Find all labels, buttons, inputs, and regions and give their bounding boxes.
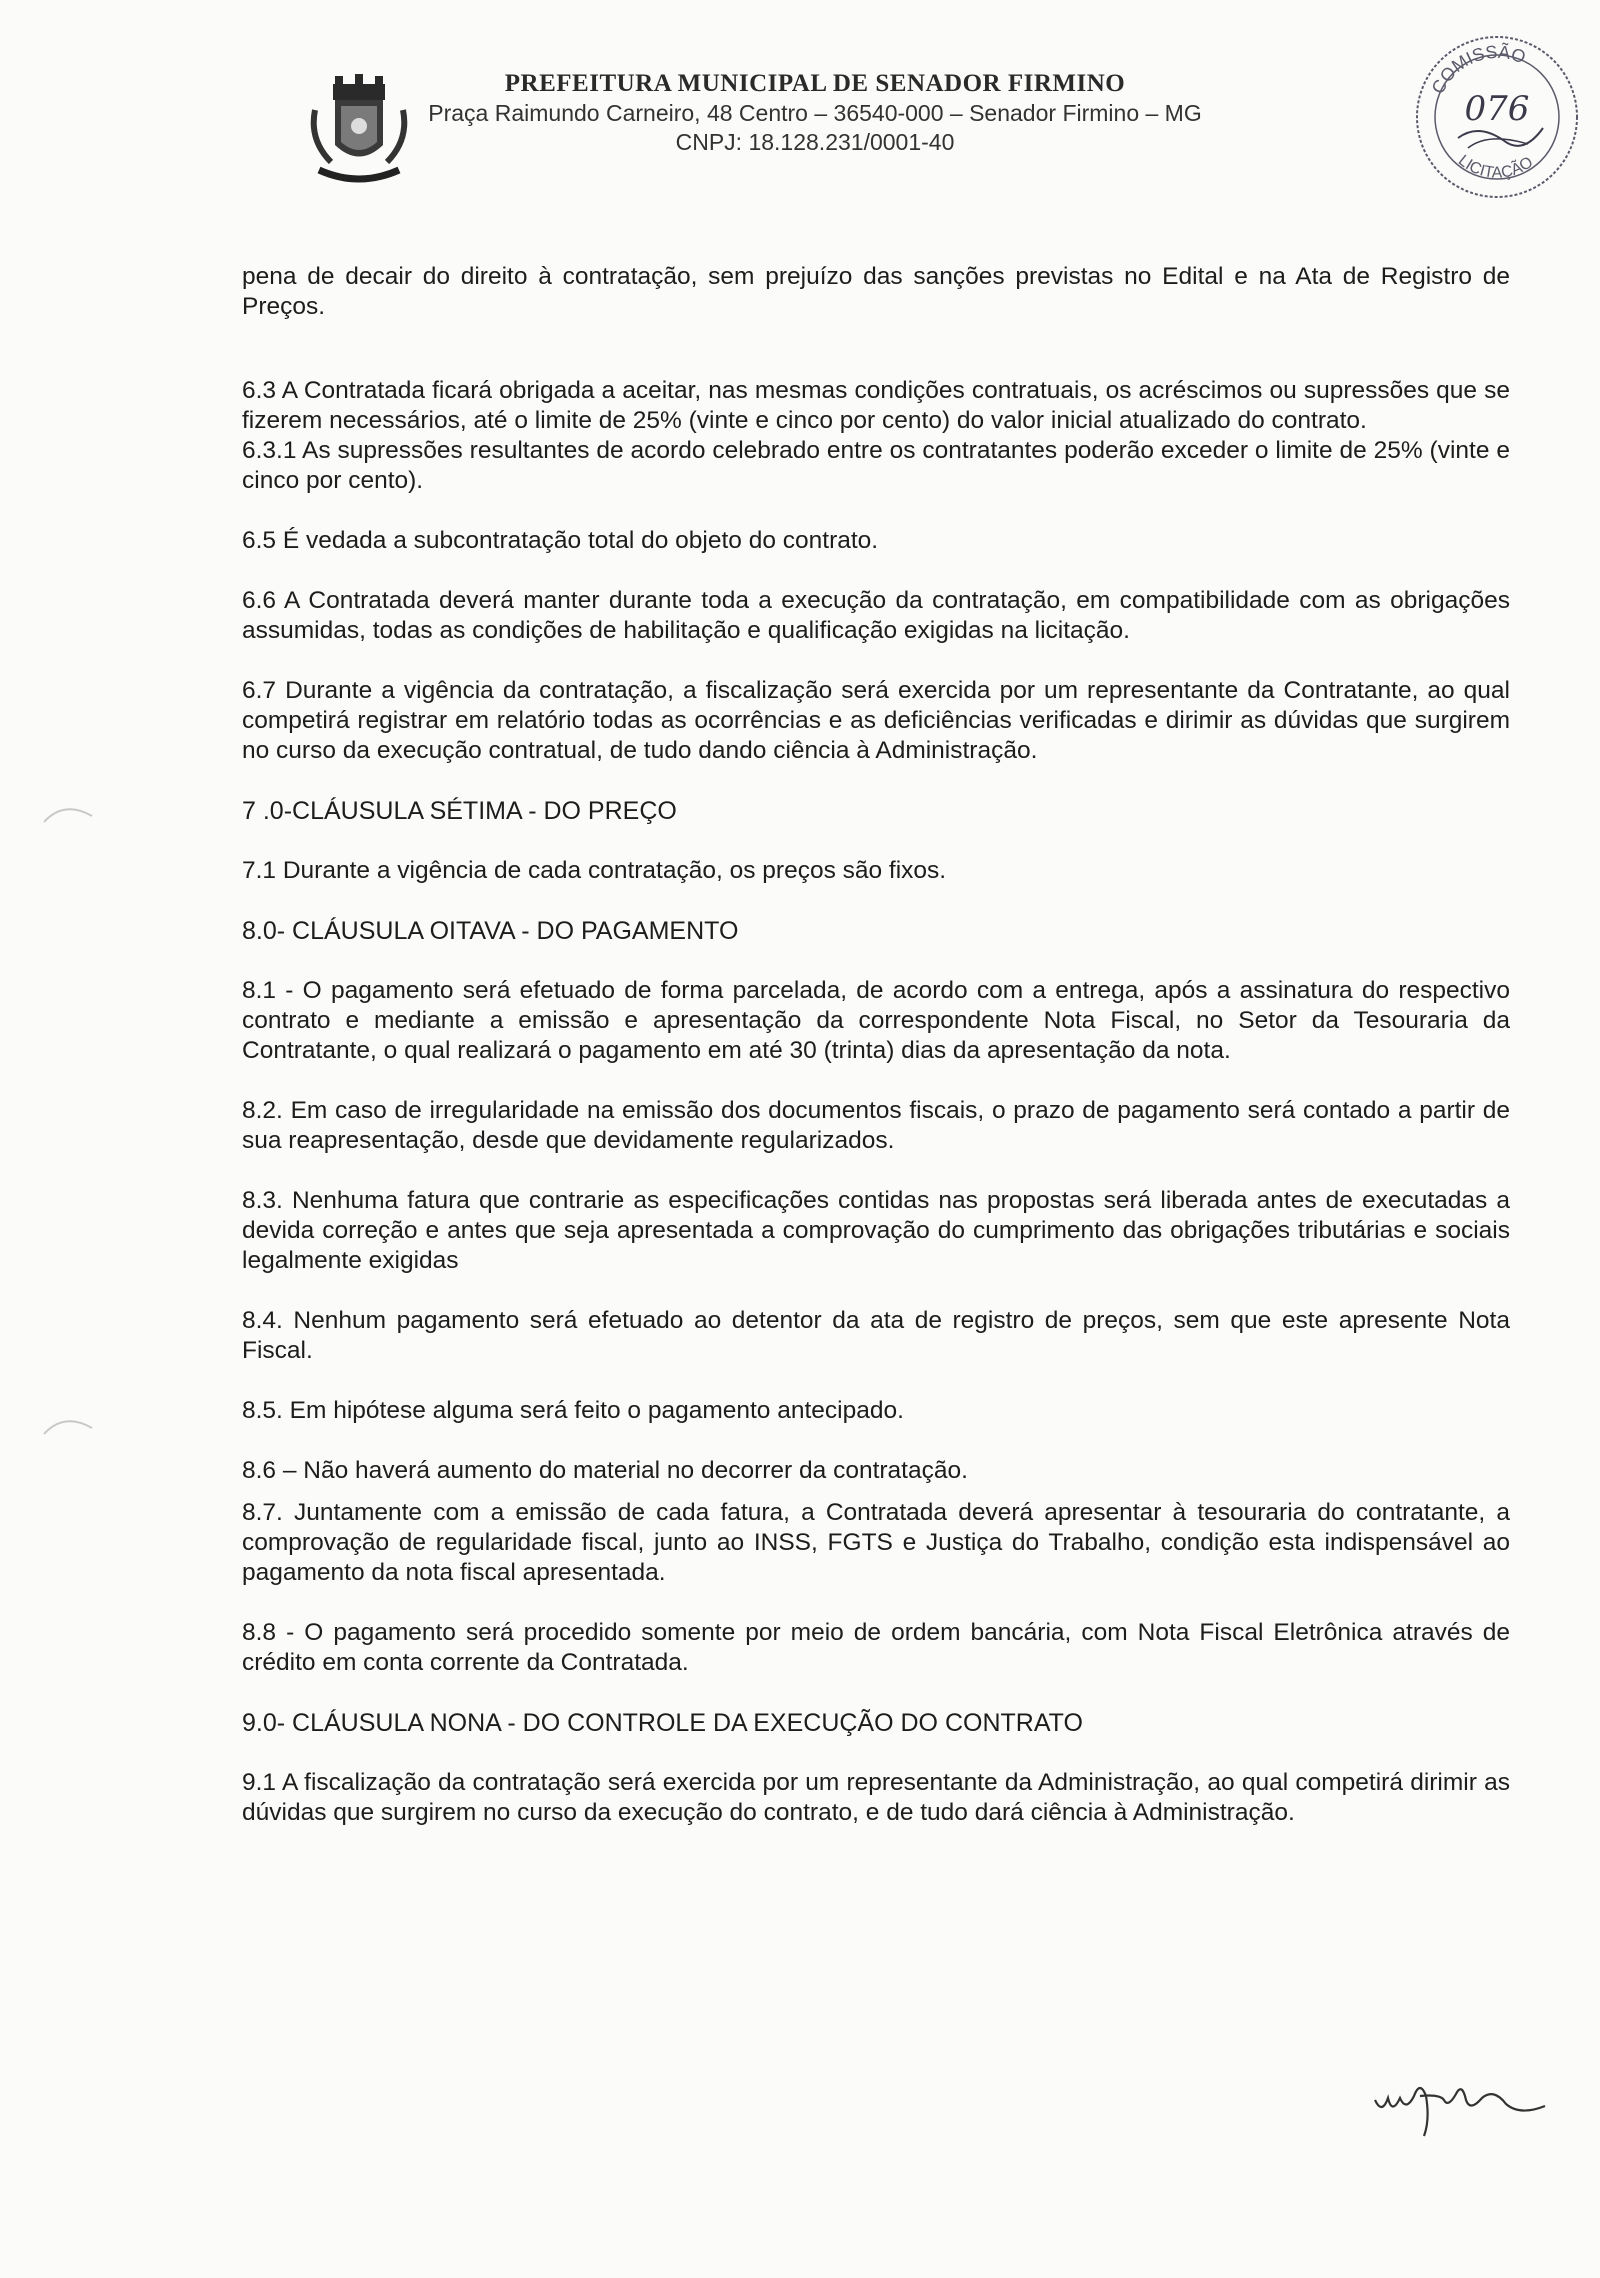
clause-8-2: 8.2. Em caso de irregularidade na emissão dos documentos fiscais, o prazo de pagamento será contado a partir de sua reapresentação, desde que devidamente regularizados. [242,1097,1510,1154]
stamp-number: 076 [1464,89,1530,129]
document-body [242,262,1510,1858]
commission-stamp [1408,28,1586,206]
municipality-address: Praça Raimundo Carneiro, 48 Centro – 36540-000 – Senador Firmino – MG [428,100,1202,126]
clause-6-3: 6.3 A Contratada ficará obrigada a aceitar, nas mesmas condições contratuais, os acréscimos ou supressões que se fizerem necessários, até o limite de 25% (vinte e cinco por cento) do valor inicial atualizado do contrato. [242,377,1510,434]
clause-6-3-1: 6.3.1 As supressões resultantes de acordo celebrado entre os contratantes poderão exceder o limite de 25% (vinte e cinco por cento). [242,437,1510,494]
municipality-cnpj: CNPJ: 18.128.231/0001-40 [675,129,955,155]
scan-mark [40,1408,110,1438]
clause-6-7: 6.7 Durante a vigência da contratação, a fiscalização será exercida por um representante da Contratante, ao qual competirá registrar em relatório todas as ocorrências e as deficiências verificadas e dirimir as dúvidas que surgirem no curso da execução contratual, de tudo dando ciência à Administração. [242,677,1510,764]
clause-7-1: 7.1 Durante a vigência de cada contratação, os preços são fixos. [242,857,947,884]
clause-8-7: 8.7. Juntamente com a emissão de cada fatura, a Contratada deverá apresentar à tesouraria do contratante, a comprovação de regularidade fiscal, junto ao INSS, FGTS e Justiça do Trabalho, condição esta indispensável ao pagamento da nota fiscal apresentada. [242,1499,1510,1586]
clause-8-6: 8.6 – Não haverá aumento do material no decorrer da contratação. [242,1457,968,1484]
clause-6-6: 6.6 A Contratada deverá manter durante toda a execução da contratação, em compatibilidade com as obrigações assumidas, todas as condições de habilitação e qualificação exigidas na licitação. [242,587,1510,644]
stamp-bottom-text: LICITAÇÃO [1454,152,1537,182]
letterhead [305,70,1325,156]
scan-mark [40,796,110,826]
heading-clause-8: 8.0- CLÁUSULA OITAVA - DO PAGAMENTO [242,917,739,945]
clause-8-4: 8.4. Nenhum pagamento será efetuado ao detentor da ata de registro de preços, sem que este apresente Nota Fiscal. [242,1307,1510,1364]
clause-9-1: 9.1 A fiscalização da contratação será exercida por um representante da Administração, ao qual competirá dirimir as dúvidas que surgirem no curso da execução do contrato, e de tudo dará ciência à Administração. [242,1769,1510,1826]
clause-8-1: 8.1 - O pagamento será efetuado de forma parcelada, de acordo com a entrega, após a assinatura do respectivo contrato e mediante a emissão e apresentação da correspondente Nota Fiscal, no Setor da Tesouraria da Contratante, o qual realizará o pagamento em até 30 (trinta) dias da apresentação da nota. [242,977,1510,1064]
clause-6-5: 6.5 É vedada a subcontratação total do objeto do contrato. [242,527,879,554]
handwritten-initials [1370,2060,1570,2140]
heading-clause-7: 7 .0-CLÁUSULA SÉTIMA - DO PREÇO [242,797,677,825]
clause-8-5: 8.5. Em hipótese alguma será feito o pagamento antecipado. [242,1397,904,1424]
municipality-name: PREFEITURA MUNICIPAL DE SENADOR FIRMINO [504,70,1126,97]
clause-8-3: 8.3. Nenhuma fatura que contrarie as especificações contidas nas propostas será liberada antes de executadas a devida correção e antes que seja apresentada a comprovação do cumprimento das obrigações tributárias e sociais legalmente exigidas [242,1187,1510,1274]
svg-text:LICITAÇÃO [1455,152,1536,182]
stamp-top-text: COMISSÃO [1427,41,1529,98]
paragraph-intro: pena de decair do direito à contratação, sem prejuízo das sanções previstas no Edital e na Ata de Registro de Preços. [242,263,1510,320]
heading-clause-9: 9.0- CLÁUSULA NONA - DO CONTROLE DA EXECUÇÃO DO CONTRATO [242,1709,1083,1737]
clause-8-8: 8.8 - O pagamento será procedido somente por meio de ordem bancária, com Nota Fiscal Eletrônica através de crédito em conta corrente da Contratada. [242,1619,1510,1676]
